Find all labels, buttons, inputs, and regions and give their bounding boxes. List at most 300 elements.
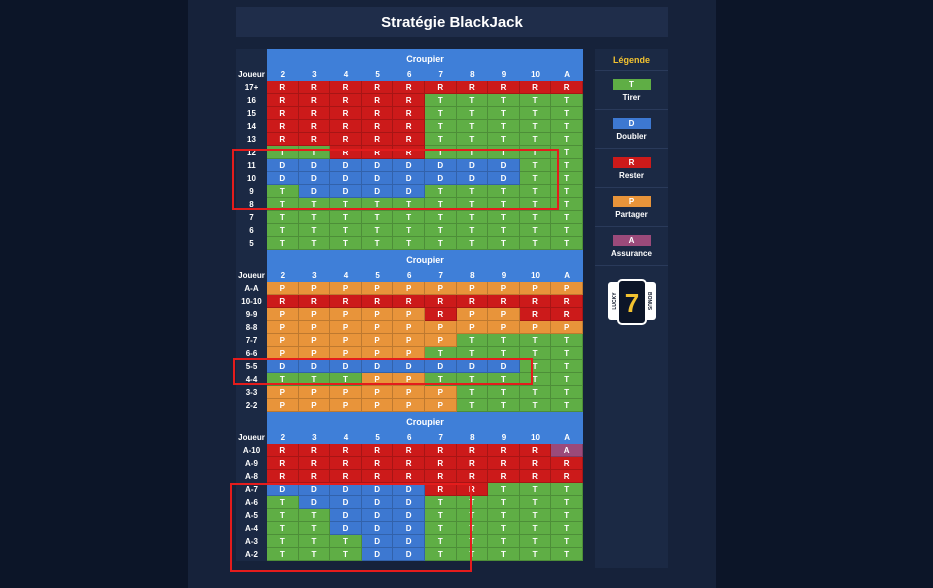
strategy-cell: D xyxy=(488,172,520,185)
strategy-cell: R xyxy=(362,470,394,483)
strategy-cell: D xyxy=(488,159,520,172)
strategy-row xyxy=(236,496,583,509)
strategy-cell: T xyxy=(488,522,520,535)
strategy-cell: R xyxy=(330,94,362,107)
strategy-cell: P xyxy=(393,321,425,334)
strategy-cell: T xyxy=(520,211,552,224)
strategy-cell: T xyxy=(425,146,457,159)
strategy-cell: T xyxy=(520,172,552,185)
strategy-cell: T xyxy=(425,548,457,561)
dealer-card-2: 2 xyxy=(267,68,299,81)
legend-label: Assurance xyxy=(611,248,652,258)
strategy-cell: R xyxy=(267,444,299,457)
strategy-cell: D xyxy=(330,509,362,522)
dealer-card-10: 10 xyxy=(520,269,552,282)
strategy-cell: T xyxy=(488,483,520,496)
strategy-cell: R xyxy=(362,81,394,94)
strategy-cell: T xyxy=(551,483,583,496)
strategy-cell: T xyxy=(488,237,520,250)
strategy-cell: T xyxy=(425,133,457,146)
strategy-cell: T xyxy=(330,211,362,224)
strategy-cell: T xyxy=(520,107,552,120)
strategy-cell: D xyxy=(362,548,394,561)
strategy-cell: T xyxy=(551,548,583,561)
strategy-cell: T xyxy=(488,120,520,133)
strategy-row xyxy=(236,334,583,347)
strategy-cell: T xyxy=(457,146,489,159)
strategy-cell: T xyxy=(457,386,489,399)
row-label: A-6 xyxy=(236,496,267,509)
strategy-row xyxy=(236,321,583,334)
strategy-cell: T xyxy=(425,237,457,250)
strategy-cell: R xyxy=(488,81,520,94)
strategy-cell: R xyxy=(393,295,425,308)
strategy-cell: P xyxy=(267,308,299,321)
strategy-cell: T xyxy=(520,509,552,522)
strategy-cell: T xyxy=(425,198,457,211)
strategy-cell: D xyxy=(330,172,362,185)
strategy-cell: T xyxy=(488,198,520,211)
strategy-row xyxy=(236,457,583,470)
row-label: 8-8 xyxy=(236,321,267,334)
strategy-cell: R xyxy=(267,81,299,94)
strategy-cell: D xyxy=(267,483,299,496)
strategy-cell: T xyxy=(457,133,489,146)
strategy-cell: D xyxy=(299,159,331,172)
strategy-cell: D xyxy=(488,360,520,373)
strategy-row xyxy=(236,159,583,172)
strategy-cell: T xyxy=(520,185,552,198)
strategy-row xyxy=(236,535,583,548)
dealer-card-A: A xyxy=(551,68,583,81)
strategy-row xyxy=(236,120,583,133)
strategy-cell: R xyxy=(299,457,331,470)
strategy-cell: D xyxy=(362,185,394,198)
strategy-row xyxy=(236,470,583,483)
strategy-cell: D xyxy=(299,496,331,509)
strategy-cell: T xyxy=(267,535,299,548)
strategy-cell: R xyxy=(267,470,299,483)
strategy-cell: T xyxy=(299,237,331,250)
legend-item-rester xyxy=(595,149,668,188)
strategy-cell: D xyxy=(362,172,394,185)
strategy-cell: T xyxy=(330,224,362,237)
strategy-cell: P xyxy=(299,308,331,321)
strategy-cell: R xyxy=(299,107,331,120)
svg-text:7: 7 xyxy=(624,288,639,318)
strategy-cell: T xyxy=(551,211,583,224)
dealer-card-6: 6 xyxy=(393,431,425,444)
strategy-cell: P xyxy=(362,373,394,386)
strategy-cell: R xyxy=(330,457,362,470)
strategy-cell: R xyxy=(362,444,394,457)
strategy-row xyxy=(236,172,583,185)
strategy-cell: P xyxy=(457,282,489,295)
strategy-cell: T xyxy=(267,373,299,386)
strategy-row xyxy=(236,94,583,107)
strategy-cell: T xyxy=(520,496,552,509)
strategy-cell: R xyxy=(362,133,394,146)
strategy-cell: D xyxy=(299,172,331,185)
strategy-cell: D xyxy=(299,360,331,373)
player-header: Joueur xyxy=(236,269,267,282)
dealer-card-7: 7 xyxy=(425,431,457,444)
strategy-cell: D xyxy=(299,185,331,198)
strategy-row xyxy=(236,185,583,198)
strategy-cell: T xyxy=(330,373,362,386)
strategy-cell: D xyxy=(362,535,394,548)
strategy-cell: R xyxy=(299,120,331,133)
dealer-card-3: 3 xyxy=(299,68,331,81)
strategy-cell: P xyxy=(330,347,362,360)
strategy-cell: T xyxy=(520,120,552,133)
strategy-cell: R xyxy=(520,81,552,94)
strategy-cell: T xyxy=(267,237,299,250)
strategy-cell: R xyxy=(362,120,394,133)
strategy-row xyxy=(236,146,583,159)
strategy-cell: P xyxy=(362,308,394,321)
lucky-bonus-logo xyxy=(595,266,668,338)
strategy-cell: R xyxy=(425,483,457,496)
strategy-cell: P xyxy=(267,282,299,295)
svg-text:LUCKY: LUCKY xyxy=(611,292,618,310)
strategy-cell: T xyxy=(330,535,362,548)
strategy-cell: T xyxy=(520,360,552,373)
strategy-row xyxy=(236,509,583,522)
row-label: A-5 xyxy=(236,509,267,522)
strategy-cell: P xyxy=(330,308,362,321)
strategy-row xyxy=(236,444,583,457)
strategy-cell: R xyxy=(299,444,331,457)
strategy-row xyxy=(236,308,583,321)
strategy-cell: R xyxy=(457,444,489,457)
strategy-cell: R xyxy=(299,94,331,107)
pairs-table xyxy=(236,250,583,412)
strategy-cell: T xyxy=(551,224,583,237)
strategy-cell: D xyxy=(393,522,425,535)
strategy-cell: D xyxy=(393,509,425,522)
strategy-cell: T xyxy=(393,198,425,211)
strategy-cell: D xyxy=(330,360,362,373)
strategy-row xyxy=(236,237,583,250)
strategy-cell: R xyxy=(362,457,394,470)
strategy-cell: P xyxy=(362,334,394,347)
dealer-card-10: 10 xyxy=(520,68,552,81)
strategy-cell: R xyxy=(299,133,331,146)
strategy-row xyxy=(236,282,583,295)
strategy-cell: T xyxy=(457,94,489,107)
strategy-cell: T xyxy=(520,548,552,561)
strategy-cell: T xyxy=(520,224,552,237)
strategy-cell: T xyxy=(488,94,520,107)
strategy-cell: P xyxy=(267,386,299,399)
strategy-cell: T xyxy=(520,198,552,211)
strategy-cell: T xyxy=(520,483,552,496)
strategy-cell: P xyxy=(299,282,331,295)
strategy-row xyxy=(236,295,583,308)
strategy-cell: R xyxy=(330,107,362,120)
dealer-card-7: 7 xyxy=(425,68,457,81)
strategy-cell: T xyxy=(488,509,520,522)
strategy-cell: P xyxy=(267,334,299,347)
strategy-cell: T xyxy=(425,224,457,237)
strategy-cell: R xyxy=(488,444,520,457)
strategy-cell: P xyxy=(362,399,394,412)
strategy-cell: R xyxy=(425,81,457,94)
strategy-cell: R xyxy=(425,308,457,321)
strategy-cell: R xyxy=(457,470,489,483)
strategy-cell: D xyxy=(330,185,362,198)
strategy-cell: R xyxy=(330,81,362,94)
player-header: Joueur xyxy=(236,431,267,444)
row-label: 5-5 xyxy=(236,360,267,373)
strategy-cell: T xyxy=(551,386,583,399)
strategy-cell: D xyxy=(330,496,362,509)
strategy-cell: T xyxy=(330,198,362,211)
row-label: 6-6 xyxy=(236,347,267,360)
strategy-cell: R xyxy=(267,120,299,133)
strategy-cell: T xyxy=(425,535,457,548)
strategy-cell: R xyxy=(520,295,552,308)
legend-item-assurance xyxy=(595,227,668,266)
strategy-cell: P xyxy=(362,282,394,295)
strategy-cell: T xyxy=(425,94,457,107)
strategy-cell: R xyxy=(330,470,362,483)
strategy-cell: T xyxy=(520,386,552,399)
strategy-cell: T xyxy=(362,237,394,250)
strategy-cell: P xyxy=(393,308,425,321)
row-label: 5 xyxy=(236,237,267,250)
strategy-cell: D xyxy=(362,522,394,535)
dealer-card-3: 3 xyxy=(299,431,331,444)
strategy-cell: D xyxy=(457,172,489,185)
strategy-cell: T xyxy=(425,185,457,198)
lucky-seven-logo-icon xyxy=(605,279,659,325)
row-label: 8 xyxy=(236,198,267,211)
strategy-cell: R xyxy=(488,457,520,470)
strategy-cell: T xyxy=(299,509,331,522)
strategy-cell: P xyxy=(457,308,489,321)
strategy-cell: R xyxy=(457,483,489,496)
strategy-cell: T xyxy=(393,224,425,237)
soft-totals-table xyxy=(236,412,583,561)
strategy-cell: T xyxy=(425,373,457,386)
strategy-cell: T xyxy=(299,373,331,386)
row-label: 7 xyxy=(236,211,267,224)
strategy-cell: D xyxy=(393,159,425,172)
dealer-card-8: 8 xyxy=(457,68,489,81)
strategy-cell: D xyxy=(267,172,299,185)
strategy-cell: T xyxy=(488,399,520,412)
dealer-card-6: 6 xyxy=(393,269,425,282)
legend-item-doubler xyxy=(595,110,668,149)
strategy-cell: T xyxy=(457,347,489,360)
strategy-cell: T xyxy=(551,133,583,146)
strategy-cell: R xyxy=(393,94,425,107)
row-label: 12 xyxy=(236,146,267,159)
strategy-cell: T xyxy=(457,334,489,347)
strategy-cell: T xyxy=(393,237,425,250)
strategy-cell: T xyxy=(393,211,425,224)
row-label: A-7 xyxy=(236,483,267,496)
legend-swatch: T xyxy=(613,79,651,90)
strategy-cell: R xyxy=(267,457,299,470)
strategy-cell: T xyxy=(457,373,489,386)
row-label: A-10 xyxy=(236,444,267,457)
strategy-cell: T xyxy=(520,399,552,412)
strategy-cell: T xyxy=(299,548,331,561)
legend-panel xyxy=(595,49,668,568)
row-label: A-9 xyxy=(236,457,267,470)
strategy-cell: T xyxy=(551,172,583,185)
strategy-cell: A xyxy=(551,444,583,457)
strategy-cell: R xyxy=(425,295,457,308)
strategy-cell: T xyxy=(488,211,520,224)
legend-label: Partager xyxy=(615,209,648,219)
row-label: 13 xyxy=(236,133,267,146)
strategy-cell: R xyxy=(393,81,425,94)
strategy-cell: T xyxy=(457,496,489,509)
strategy-cell: D xyxy=(330,522,362,535)
strategy-cell: R xyxy=(457,81,489,94)
strategy-cell: P xyxy=(267,321,299,334)
strategy-cell: T xyxy=(551,360,583,373)
strategy-cell: R xyxy=(330,146,362,159)
strategy-cell: T xyxy=(488,107,520,120)
row-label: 10 xyxy=(236,172,267,185)
strategy-cell: P xyxy=(299,321,331,334)
strategy-cell: R xyxy=(362,295,394,308)
row-label: A-4 xyxy=(236,522,267,535)
strategy-cell: T xyxy=(425,211,457,224)
strategy-cell: T xyxy=(457,237,489,250)
strategy-cell: T xyxy=(457,107,489,120)
strategy-cell: D xyxy=(330,483,362,496)
player-header: Joueur xyxy=(236,68,267,81)
dealer-card-4: 4 xyxy=(330,68,362,81)
legend-item-tirer xyxy=(595,71,668,110)
strategy-cell: P xyxy=(393,386,425,399)
strategy-cell: T xyxy=(362,198,394,211)
strategy-cell: D xyxy=(393,185,425,198)
strategy-cell: T xyxy=(299,198,331,211)
strategy-cell: T xyxy=(457,198,489,211)
strategy-cell: P xyxy=(393,399,425,412)
header-blank xyxy=(236,250,267,269)
strategy-cell: T xyxy=(425,107,457,120)
strategy-cell: P xyxy=(520,282,552,295)
strategy-cell: R xyxy=(520,308,552,321)
row-label: 6 xyxy=(236,224,267,237)
strategy-cell: T xyxy=(457,548,489,561)
strategy-cell: R xyxy=(267,94,299,107)
header-blank xyxy=(236,412,267,431)
strategy-row xyxy=(236,224,583,237)
row-label: 9 xyxy=(236,185,267,198)
strategy-cell: P xyxy=(488,308,520,321)
strategy-cell: T xyxy=(267,224,299,237)
strategy-cell: D xyxy=(362,159,394,172)
legend-item-partager xyxy=(595,188,668,227)
strategy-cell: R xyxy=(393,457,425,470)
row-label: A-2 xyxy=(236,548,267,561)
strategy-cell: P xyxy=(267,347,299,360)
strategy-cell: T xyxy=(457,535,489,548)
strategy-cell: R xyxy=(267,107,299,120)
strategy-cell: R xyxy=(299,470,331,483)
strategy-row xyxy=(236,548,583,561)
strategy-cell: R xyxy=(330,120,362,133)
dealer-card-6: 6 xyxy=(393,68,425,81)
strategy-row xyxy=(236,211,583,224)
strategy-cell: R xyxy=(393,133,425,146)
strategy-cell: T xyxy=(520,334,552,347)
strategy-row xyxy=(236,347,583,360)
strategy-cell: R xyxy=(393,120,425,133)
strategy-cell: T xyxy=(425,509,457,522)
row-label: 7-7 xyxy=(236,334,267,347)
strategy-cell: R xyxy=(520,470,552,483)
strategy-cell: D xyxy=(393,172,425,185)
strategy-row xyxy=(236,360,583,373)
strategy-cell: T xyxy=(488,496,520,509)
strategy-cell: D xyxy=(299,483,331,496)
strategy-cell: T xyxy=(551,94,583,107)
strategy-cell: R xyxy=(330,133,362,146)
strategy-cell: P xyxy=(330,386,362,399)
svg-text:BONUS: BONUS xyxy=(645,291,652,311)
dealer-card-5: 5 xyxy=(362,431,394,444)
strategy-cell: D xyxy=(393,496,425,509)
strategy-cell: D xyxy=(457,360,489,373)
row-label: 2-2 xyxy=(236,399,267,412)
strategy-cell: T xyxy=(330,548,362,561)
strategy-row xyxy=(236,522,583,535)
strategy-cell: R xyxy=(488,470,520,483)
row-label: A-A xyxy=(236,282,267,295)
strategy-cell: R xyxy=(267,133,299,146)
strategy-cell: R xyxy=(425,444,457,457)
dealer-card-5: 5 xyxy=(362,269,394,282)
dealer-card-7: 7 xyxy=(425,269,457,282)
strategy-cell: D xyxy=(362,360,394,373)
strategy-cell: D xyxy=(457,159,489,172)
strategy-cell: P xyxy=(330,334,362,347)
strategy-row xyxy=(236,386,583,399)
strategy-cell: T xyxy=(488,185,520,198)
strategy-cell: T xyxy=(267,185,299,198)
strategy-cell: T xyxy=(299,522,331,535)
strategy-cell: T xyxy=(551,399,583,412)
strategy-cell: T xyxy=(551,185,583,198)
page-title xyxy=(236,7,668,37)
strategy-cell: T xyxy=(520,522,552,535)
strategy-row xyxy=(236,373,583,386)
strategy-cell: T xyxy=(267,211,299,224)
legend-label: Doubler xyxy=(616,131,647,141)
strategy-cell: R xyxy=(393,444,425,457)
dealer-card-8: 8 xyxy=(457,431,489,444)
strategy-cell: P xyxy=(299,386,331,399)
strategy-cell: T xyxy=(551,373,583,386)
strategy-cell: D xyxy=(393,535,425,548)
row-label: 15 xyxy=(236,107,267,120)
row-label: A-8 xyxy=(236,470,267,483)
strategy-cell: T xyxy=(488,133,520,146)
strategy-cell: R xyxy=(551,308,583,321)
strategy-cell: T xyxy=(267,496,299,509)
strategy-cell: P xyxy=(393,347,425,360)
